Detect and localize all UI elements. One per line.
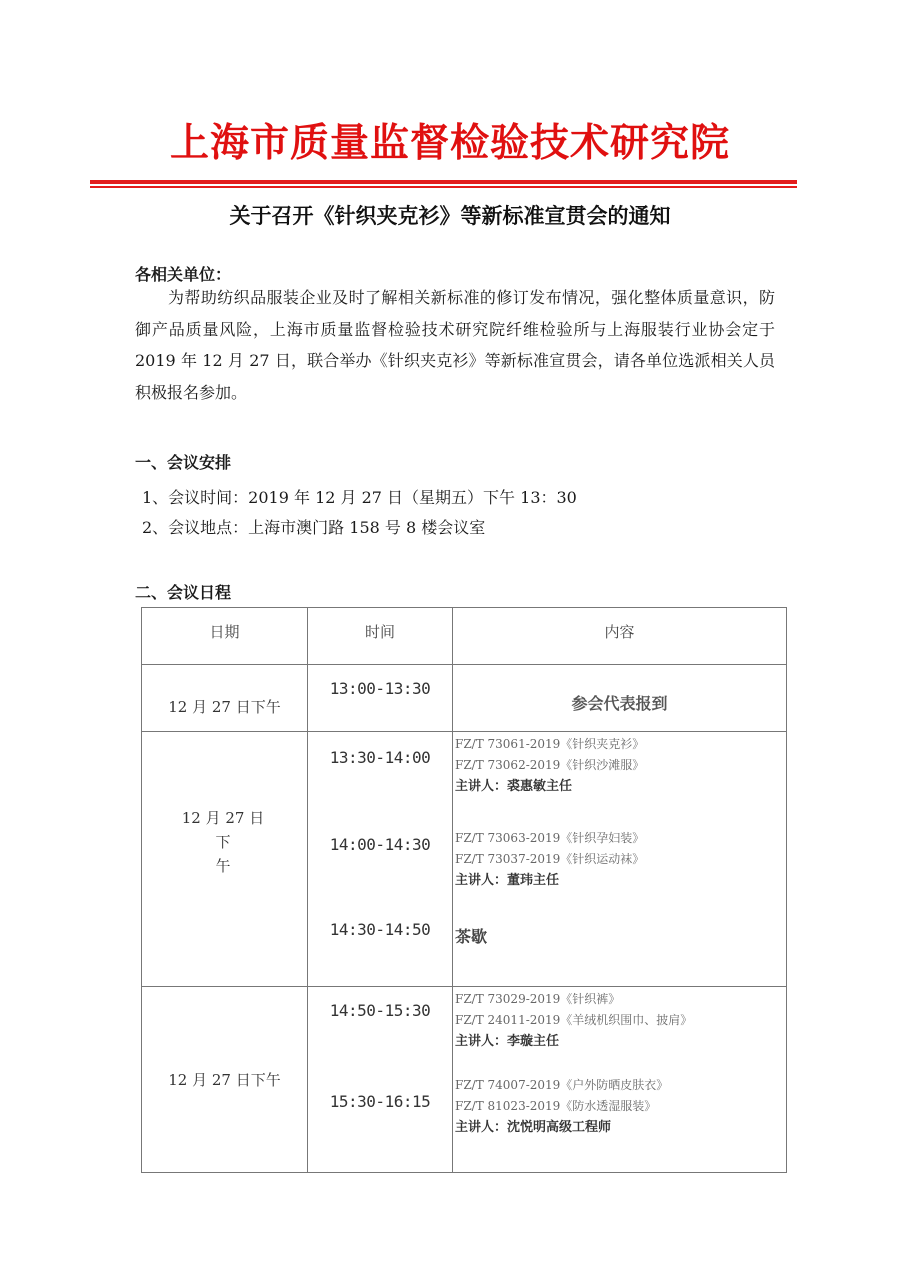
intro-paragraph: 为帮助纺织品服装企业及时了解相关新标准的修订发布情况，强化整体质量意识，防御产品质量风险，上海市质量监督检验技术研究院纤维检验所与上海服装行业协会定于 2019 年 12 月 27 日，联合举办《针织夹克衫》等新标准宣贯会，请各单位选派相关人员积极报名参加。: [135, 288, 775, 402]
row-date-text: 12 月 27 日下午: [168, 698, 281, 716]
standard-item: FZ/T 73063-2019《针织孕妇装》: [455, 831, 645, 845]
section-title-arrangement: 一、会议安排: [135, 453, 232, 472]
session-block: [453, 987, 786, 1053]
header-date: 日期: [142, 608, 308, 665]
header-rule-thin: [90, 186, 797, 188]
header-time: 时间: [308, 608, 453, 665]
speaker: 主讲人：沈悦明高级工程师: [455, 1120, 612, 1135]
time-text: 14:30-14:50: [329, 920, 431, 939]
standard-item: FZ/T 73061-2019《针织夹克衫》: [455, 737, 645, 751]
row-content: [453, 987, 787, 1173]
row-date: [142, 665, 308, 732]
row-time: [308, 987, 453, 1173]
section-title-schedule: 二、会议日程: [135, 583, 232, 602]
standard-item: FZ/T 73029-2019《针织裤》: [455, 992, 621, 1006]
time-text: 13:00-13:30: [329, 679, 431, 698]
session-block: [453, 732, 786, 798]
time-text: 14:00-14:30: [329, 835, 431, 854]
row-date: [142, 732, 308, 987]
session-block: [453, 798, 786, 892]
time-text: 13:30-14:00: [329, 748, 431, 767]
header-content: 内容: [453, 608, 787, 665]
row-time: [308, 732, 453, 987]
speaker: 主讲人：董玮主任: [455, 873, 560, 888]
header-rule-thick: [90, 180, 797, 184]
row-date: [142, 987, 308, 1173]
table-row: [142, 987, 787, 1173]
time-text: 15:30-16:15: [329, 1092, 431, 1111]
standard-item: FZ/T 74007-2019《户外防晒皮肤衣》: [455, 1078, 669, 1092]
org-title: 上海市质量监督检验技术研究院: [169, 121, 730, 166]
time-text: 14:50-15:30: [329, 1001, 431, 1020]
table-row: [142, 665, 787, 732]
schedule-table: [141, 607, 787, 1173]
table-header-row: [142, 608, 787, 665]
registration-label: 参会代表报到: [571, 694, 668, 713]
speaker: 主讲人：李璇主任: [455, 1034, 560, 1049]
row-date-text: 12 月 27 日下午: [168, 1071, 281, 1089]
standard-item: FZ/T 73037-2019《针织运动袜》: [455, 852, 645, 866]
standard-item: FZ/T 73062-2019《针织沙滩服》: [455, 758, 645, 772]
row-content: [453, 665, 787, 732]
notice-title: 关于召开《针织夹克衫》等新标准宣贯会的通知: [229, 204, 671, 228]
standard-item: FZ/T 24011-2019《羊绒机织围巾、披肩》: [455, 1013, 693, 1027]
meeting-time: 1、会议时间：2019 年 12 月 27 日（星期五）下午 13：30: [142, 488, 577, 507]
table-row: [142, 732, 787, 987]
tea-break-label: 茶歇: [455, 927, 488, 946]
standard-item: FZ/T 81023-2019《防水透湿服装》: [455, 1099, 657, 1113]
salutation: 各相关单位：: [135, 265, 232, 284]
speaker: 主讲人：裘惠敏主任: [455, 779, 573, 794]
row-content: [453, 732, 787, 987]
meeting-location: 2、会议地点：上海市澳门路 158 号 8 楼会议室: [142, 518, 486, 537]
row-date-text: 12 月 27 日下 午: [181, 809, 265, 875]
row-time: [308, 665, 453, 732]
session-block: [453, 1053, 786, 1139]
